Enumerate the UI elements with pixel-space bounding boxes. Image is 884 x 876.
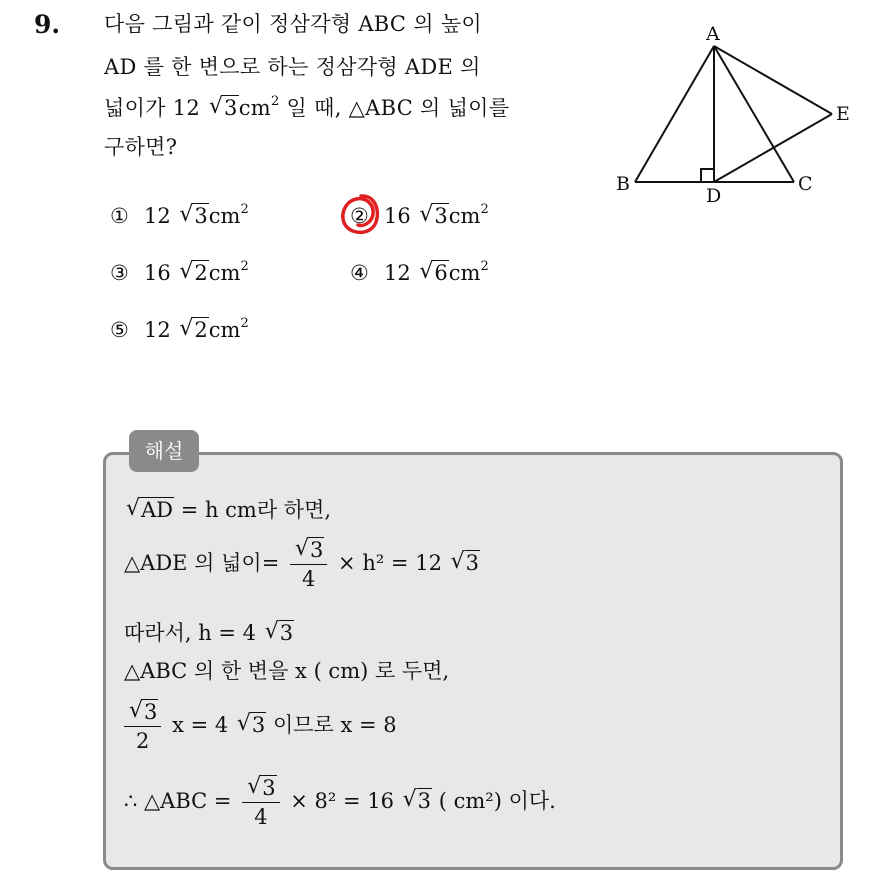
segment-ae bbox=[714, 46, 832, 114]
solution-line-1: √ AD = h cm라 하면, bbox=[126, 496, 332, 522]
label-a: A bbox=[706, 23, 720, 45]
option-2[interactable]: ② 16 √ $3cm^2$ bbox=[350, 202, 489, 228]
q3-pre: 넓이가 12 bbox=[104, 96, 201, 120]
answer-mark-circle-icon bbox=[336, 190, 386, 242]
question-line-4: 구하면? bbox=[104, 135, 178, 159]
sqrt: √ 3 bbox=[209, 94, 238, 120]
segment-ca bbox=[714, 46, 794, 182]
option-4[interactable]: ④ 12 √ $6cm^2$ bbox=[350, 259, 489, 285]
question-line-1: 다음 그림과 같이 정삼각형 ABC 의 높이 bbox=[104, 12, 483, 36]
question-number: 9. bbox=[34, 10, 61, 39]
solution-tag: 해설 bbox=[129, 430, 199, 472]
solution-line-6: ∴ △ABC = √ 3 4 × 8² = 16 √ 3 ( cm²) 이다. bbox=[124, 774, 556, 829]
unit: cm bbox=[238, 96, 271, 120]
solution-line-4: △ABC 의 한 변을 x ( cm) 로 두면, bbox=[124, 659, 450, 683]
segment-ed bbox=[714, 114, 832, 182]
solution-line-3: 따라서, h = 4 √ 3 bbox=[124, 619, 294, 645]
question-line-3: 넓이가 12 √ $3cm^2$ 일 때, △ABC 의 넓이를 bbox=[104, 94, 510, 120]
option-3[interactable]: ③ 16 √ $2cm^2$ bbox=[110, 259, 249, 285]
label-b: B bbox=[616, 173, 630, 195]
label-c: C bbox=[798, 173, 813, 195]
triangle-figure bbox=[612, 22, 862, 212]
option-5[interactable]: ⑤ 12 √ $2cm^2$ bbox=[110, 316, 249, 342]
solution-line-5: √ 3 2 x = 4 √ 3 이므로 x = 8 bbox=[124, 700, 397, 753]
right-angle-mark bbox=[701, 169, 714, 182]
q3-post: 일 때, △ABC 의 넓이를 bbox=[279, 96, 510, 120]
solution-line-2: △ADE 의 넓이= √ 3 4 × h² = 12 √ 3 bbox=[124, 536, 479, 591]
question-line-2: AD 를 한 변으로 하는 정삼각형 ADE 의 bbox=[104, 55, 481, 79]
label-e: E bbox=[836, 103, 850, 125]
option-1[interactable]: ① 12 √ $3cm^2$ bbox=[110, 202, 249, 228]
label-d: D bbox=[706, 185, 722, 207]
segment-ab bbox=[635, 46, 714, 182]
